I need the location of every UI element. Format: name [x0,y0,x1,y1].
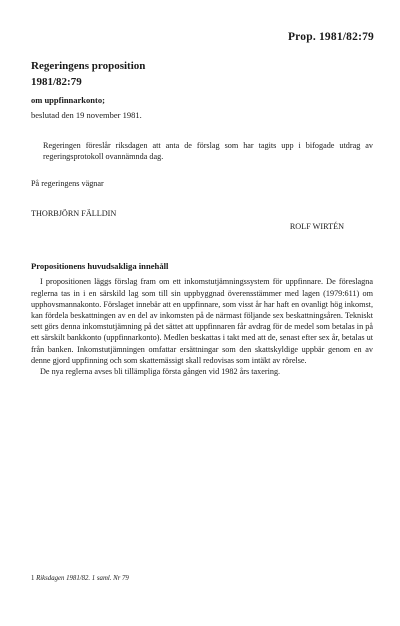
signatory-minister: ROLF WIRTÉN [289,222,344,232]
footer-reference: Riksdagen 1981/82. 1 saml. Nr 79 [36,575,129,582]
document-title: Regeringens proposition [31,60,146,72]
summary-paragraph: De nya reglerna avses bli tillämpliga första gången vid 1982 års taxering. [40,367,281,377]
summary-paragraph: I propositionen läggs förslag fram om ett inkomstutjämningssystem för uppfinnare. De föreslagna reglerna tas in i en särskild lag som till sin uppbyggnad överensstämmer med lagen (1979:611) om upphovsmannakonto. Förslaget innebär att en uppfinnare, som visst år har haft en ovanligt hög inkomst, kan fördela beskattningen av en del av inkomsten på de närmast följande sex beskattningsåren. Tekniskt sett görs denna inkomstutjämning på det sättet att uppfinnaren får avdrag för de medel som betalas in på ett särskilt bankkonto (uppfinnarkonto). Medlen beskattas i takt med att de, senast efter sex år, betalas ut från banken. Inkomstutjämningen omfattar ersättningar som den skattskyldige uppbär genom en av denne gjord uppfinning och som skattemässigt skall redovisas som intäkt av rörelse. [31,277,373,365]
page-footer [31,574,129,583]
section-heading: Propositionens huvudsakliga innehåll [31,261,169,272]
proposition-id: Prop. 1981/82:79 [287,31,374,43]
on-behalf-line: På regeringens vägnar [31,179,104,189]
footer-page-number: 1 [31,575,35,582]
document-body [31,58,373,377]
signatory-prime-minister: THORBJÖRN FÄLLDIN [31,209,117,219]
document-number: 1981/82:79 [31,76,82,88]
intro-paragraph: Regeringen föreslår riksdagen att anta de förslag som har tagits upp i bifogade utdrag av regeringsprotokoll ovannämnda dag. [43,141,373,162]
document-subject: om uppfinnarkonto; [31,95,105,105]
decision-date: beslutad den 19 november 1981. [31,110,142,120]
